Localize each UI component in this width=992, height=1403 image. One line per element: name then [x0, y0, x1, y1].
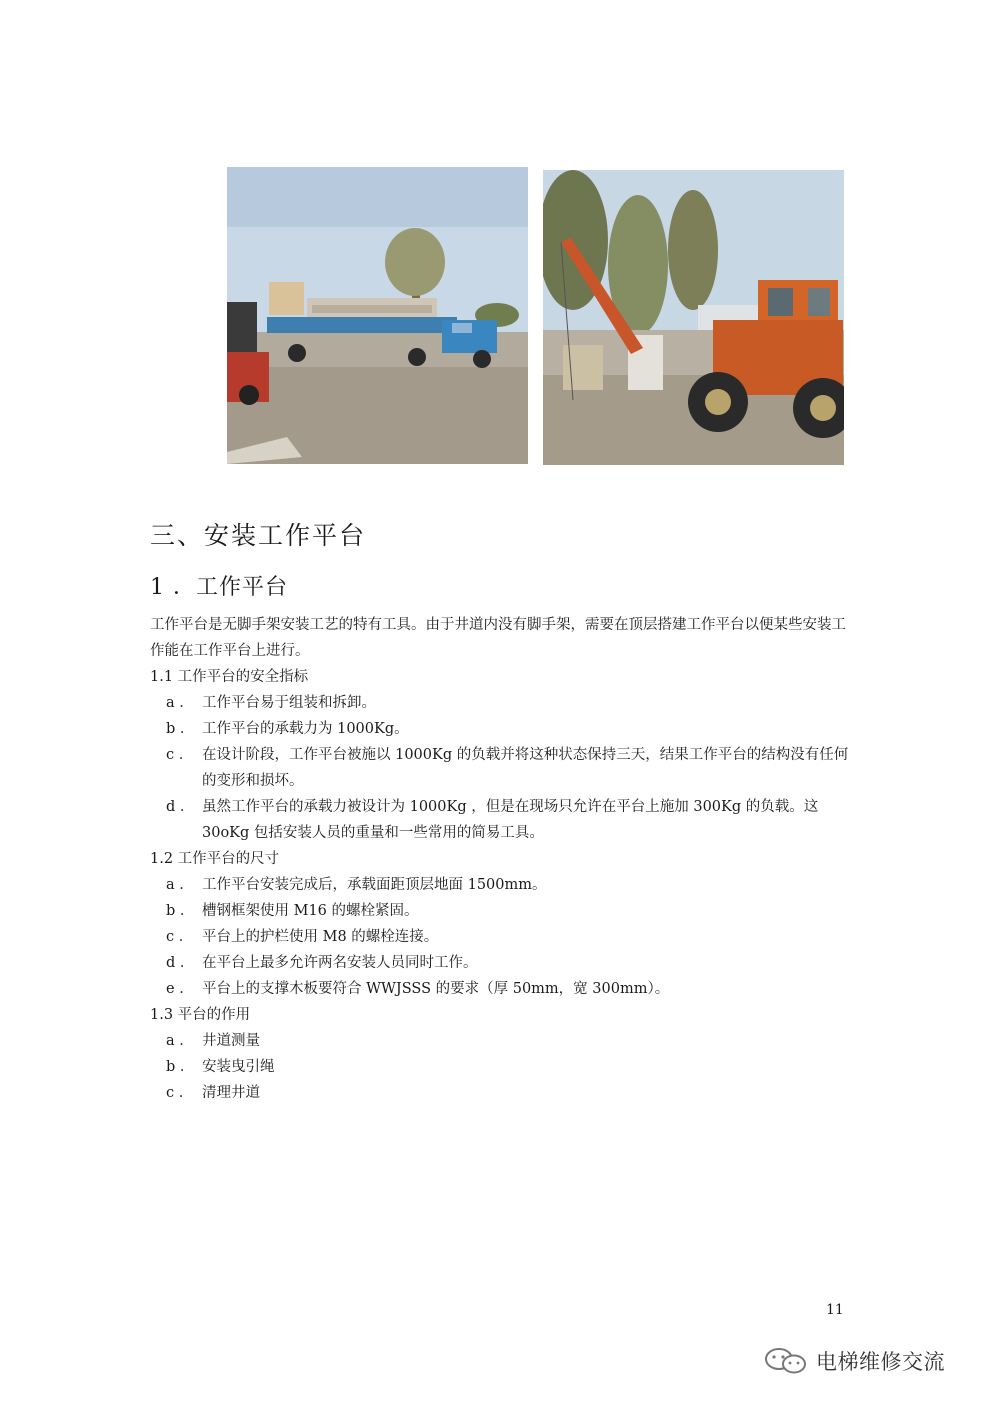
item-label: c ． — [166, 1085, 194, 1101]
item-label: a ． — [166, 695, 194, 711]
item-text: 平台上的支撑木板要符合 WWJSSS 的要求（厚 50mm，宽 300mm）。 — [202, 981, 670, 997]
item-text: 井道测量 — [202, 1033, 260, 1049]
group-functions — [150, 1002, 850, 1106]
item-label: c ． — [166, 929, 194, 945]
list-item — [150, 924, 850, 950]
list-item — [150, 1080, 850, 1106]
document-body — [150, 612, 850, 1106]
group-heading: 1.3 平台的作用 — [150, 1007, 251, 1023]
wechat-icon — [762, 1346, 810, 1376]
group-heading: 1.1 工作平台的安全指标 — [150, 669, 309, 685]
item-label: a ． — [166, 877, 194, 893]
section-title: 三、安装工作平台 — [150, 521, 367, 550]
list-item — [150, 716, 850, 742]
item-text: 工作平台安装完成后，承载面距顶层地面 1500mm。 — [202, 877, 547, 893]
photo-truck-loading — [227, 167, 528, 464]
item-text: 在设计阶段，工作平台被施以 1000Kg 的负载并将这种状态保持三天，结果工作平台的结构没有任何的变形和损坏。 — [202, 747, 849, 789]
item-text: 平台上的护栏使用 M8 的螺栓连接。 — [202, 929, 439, 945]
item-label: d ． — [166, 799, 195, 815]
group-dimensions — [150, 846, 850, 1002]
item-label: b ． — [166, 721, 195, 737]
list-item — [150, 872, 850, 898]
page-number: 11 — [826, 1302, 844, 1318]
photo-loader-crane — [543, 170, 844, 465]
intro-paragraph: 工作平台是无脚手架安装工艺的特有工具。由于井道内没有脚手架，需要在顶层搭建工作平台以便某些安装工作能在工作平台上进行。 — [150, 617, 846, 659]
list-item — [150, 1028, 850, 1054]
list-item — [150, 690, 850, 716]
item-label: d ． — [166, 955, 195, 971]
item-label: b ． — [166, 1059, 195, 1075]
item-label: c ． — [166, 747, 194, 763]
item-text: 工作平台易于组装和拆卸。 — [202, 695, 376, 711]
item-text: 安装曳引绳 — [202, 1059, 275, 1075]
subsection-title: 1 ．工作平台 — [150, 575, 288, 600]
group-safety — [150, 664, 850, 846]
list-item — [150, 898, 850, 924]
item-text: 清理井道 — [202, 1085, 260, 1101]
group-heading: 1.2 工作平台的尺寸 — [150, 851, 280, 867]
item-text: 工作平台的承载力为 1000Kg。 — [202, 721, 409, 737]
item-text: 在平台上最多允许两名安装人员同时工作。 — [202, 955, 478, 971]
list-item — [150, 976, 850, 1002]
list-item — [150, 742, 850, 794]
footer-watermark — [762, 1344, 945, 1378]
item-label: a ． — [166, 1033, 194, 1049]
item-label: e ． — [166, 981, 194, 997]
list-item — [150, 950, 850, 976]
item-text: 虽然工作平台的承载力被设计为 1000Kg ，但是在现场只允许在平台上施加 300Kg 的负载。这 30oKg 包括安装人员的重量和一些常用的简易工具。 — [202, 799, 819, 841]
item-label: b ． — [166, 903, 195, 919]
footer-brand: 电梯维修交流 — [816, 1350, 945, 1374]
list-item — [150, 794, 850, 846]
item-text: 槽钢框架使用 M16 的螺栓紧固。 — [202, 903, 419, 919]
list-item — [150, 1054, 850, 1080]
